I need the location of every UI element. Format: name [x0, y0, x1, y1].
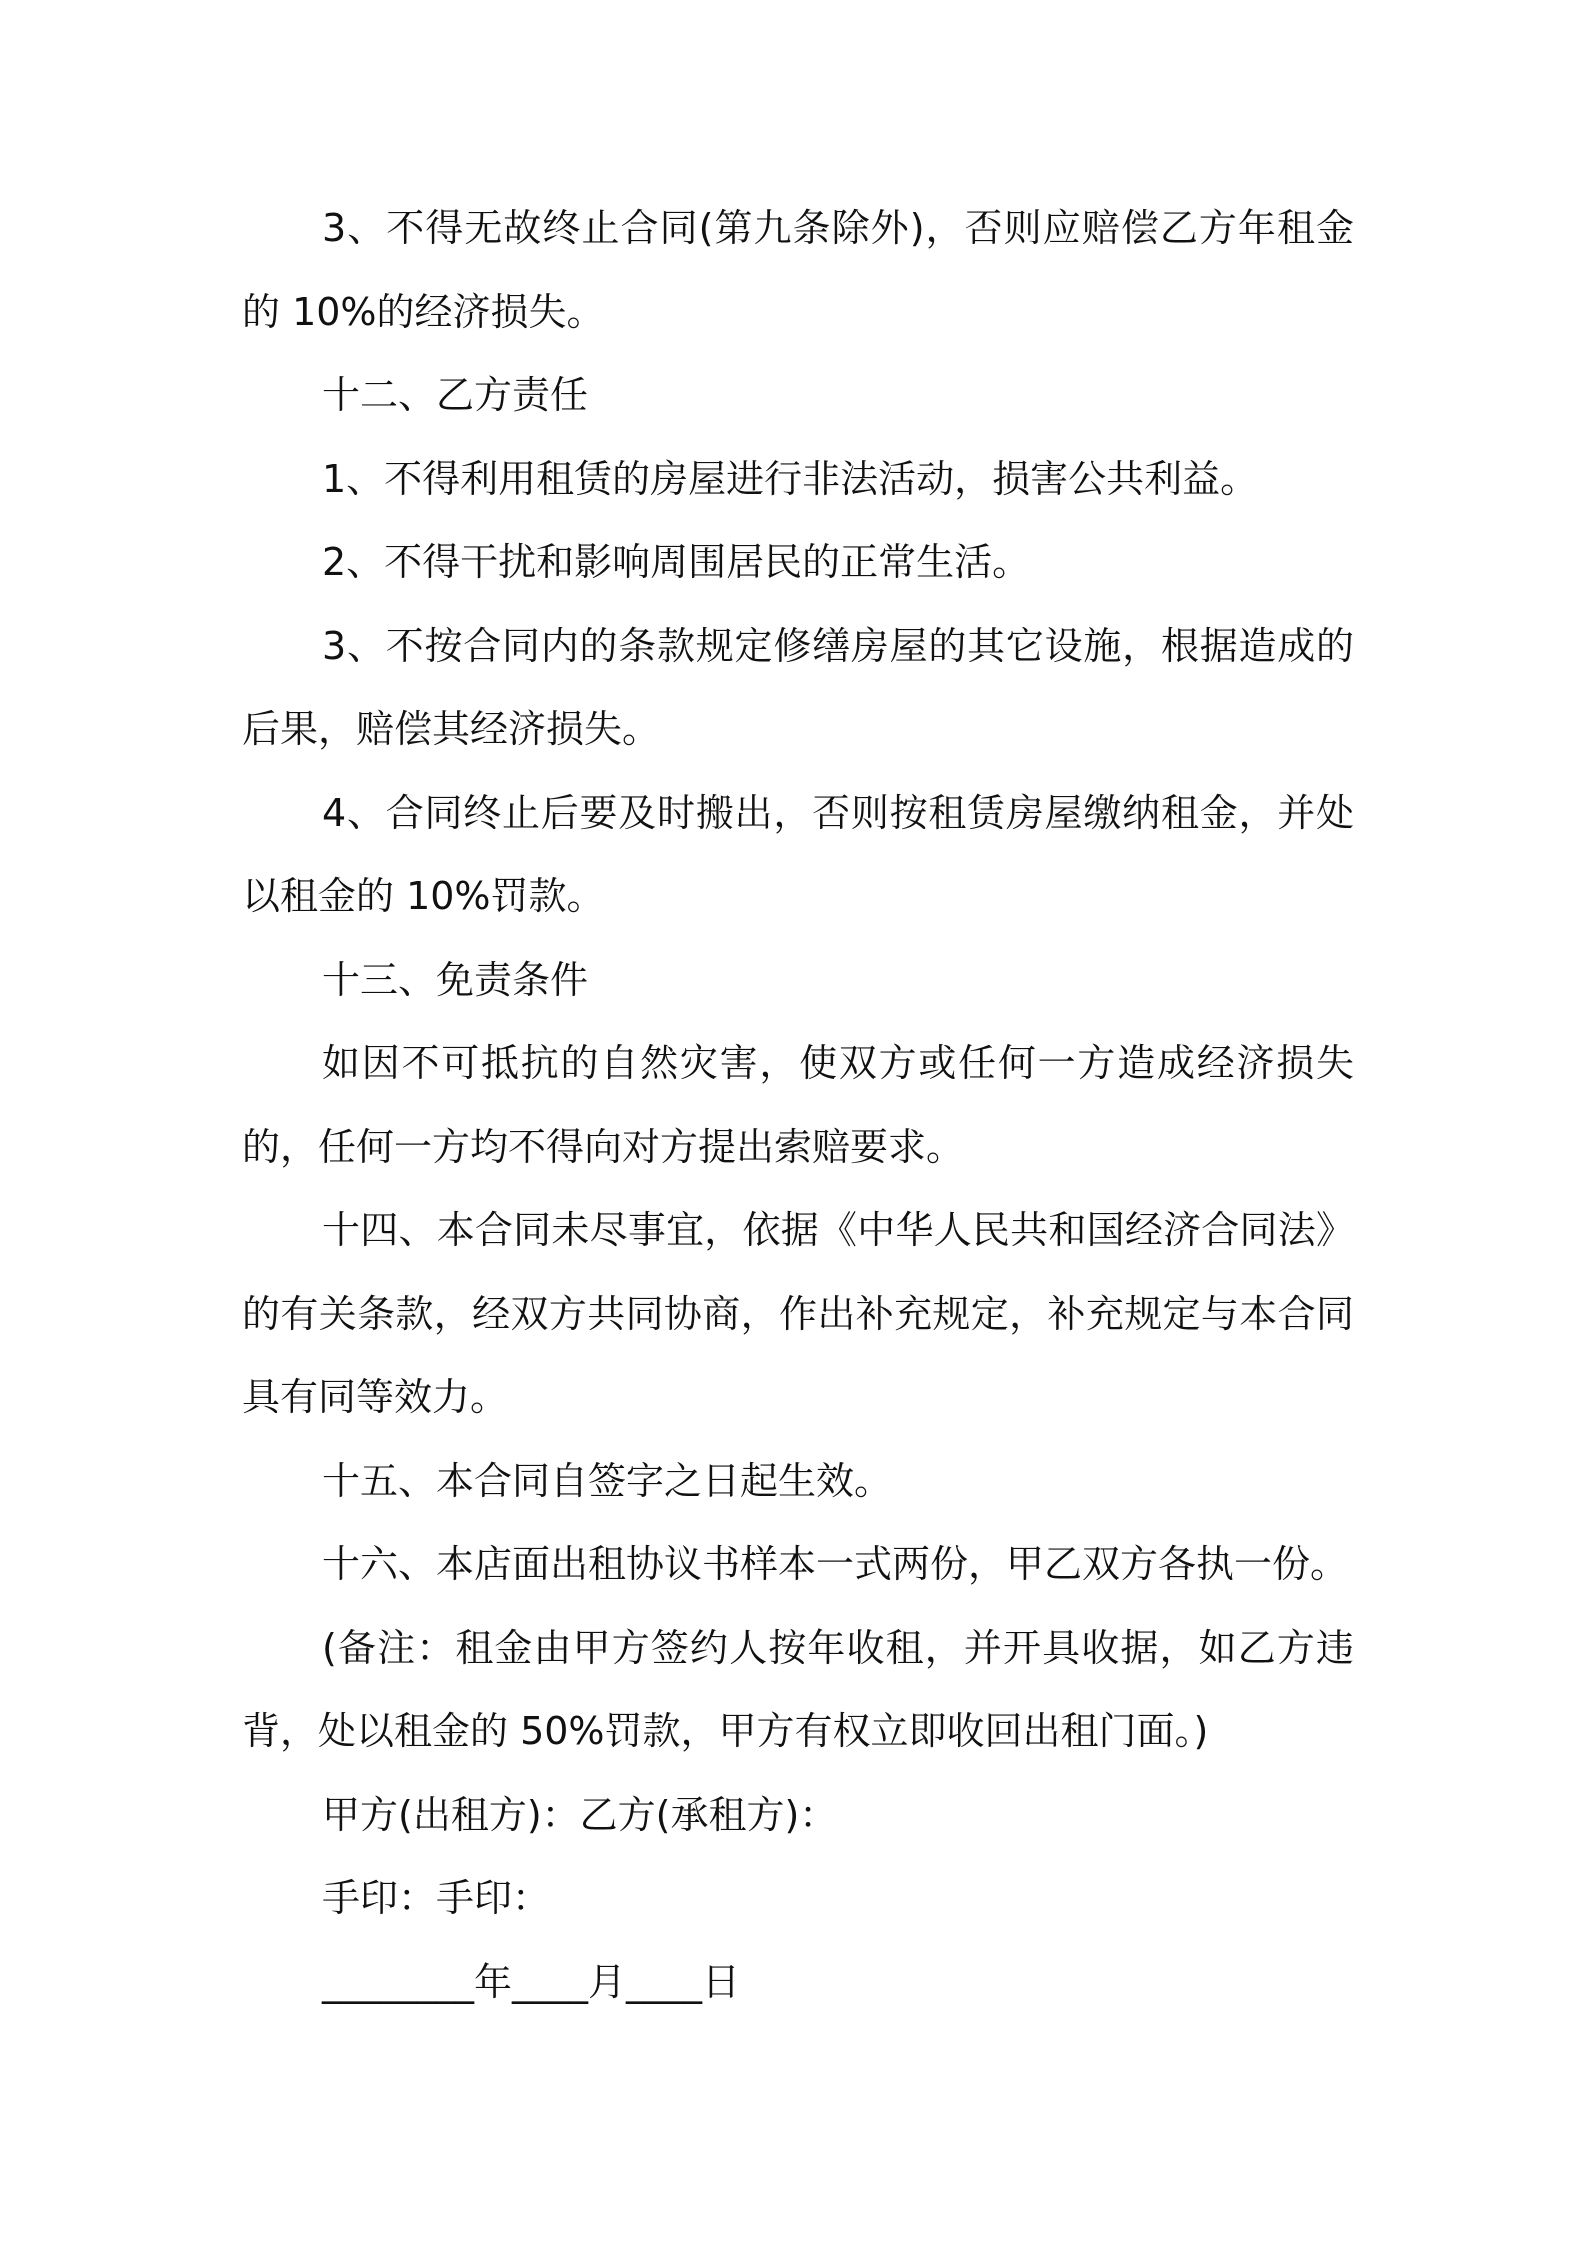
clause-12-item-1: 1、不得利用租赁的房屋进行非法活动，损害公共利益。: [322, 456, 1259, 501]
clause-11-item-3: 3、不得无故终止合同(第九条除外)，否则应赔偿乙方年租金的 10%的经济损失。: [242, 206, 1354, 334]
party-signature-labels: 甲方(出租方)：乙方(承租方)：: [322, 1792, 838, 1837]
remarks-note: (备注：租金由甲方签约人按年收租，并开具收据，如乙方违背，处以租金的 50%罚款，甲方有权立即收回出租门面。): [242, 1625, 1354, 1753]
date-line: ________年____月____日: [322, 1959, 741, 2004]
clause-15-text: 十五、本合同自签字之日起生效。: [322, 1458, 893, 1503]
section-heading-13: 十三、免责条件: [322, 957, 589, 1002]
clause-12-item-2: 2、不得干扰和影响周围居民的正常生活。: [322, 540, 1031, 584]
document-body: [242, 187, 1354, 2024]
clause-14-text: 十四、本合同未尽事宜，依据《中华人民共和国经济合同法》的有关条款，经双方共同协商，作出补充规定，补充规定与本合同具有同等效力。: [242, 1208, 1354, 1419]
section-heading-12: 十二、乙方责任: [322, 373, 589, 417]
clause-12-item-4: 4、合同终止后要及时搬出，否则按租赁房屋缴纳租金，并处以租金的 10%罚款。: [242, 790, 1354, 918]
clause-16-text: 十六、本店面出租协议书样本一式两份，甲乙双方各执一份。: [322, 1542, 1349, 1586]
clause-12-item-3: 3、不按合同内的条款规定修缮房屋的其它设施，根据造成的后果，赔偿其经济损失。: [242, 623, 1354, 751]
fingerprint-labels: 手印：手印：: [322, 1876, 551, 1920]
clause-13-text: 如因不可抵抗的自然灾害，使双方或任何一方造成经济损失的，任何一方均不得向对方提出索赔要求。: [242, 1041, 1354, 1169]
